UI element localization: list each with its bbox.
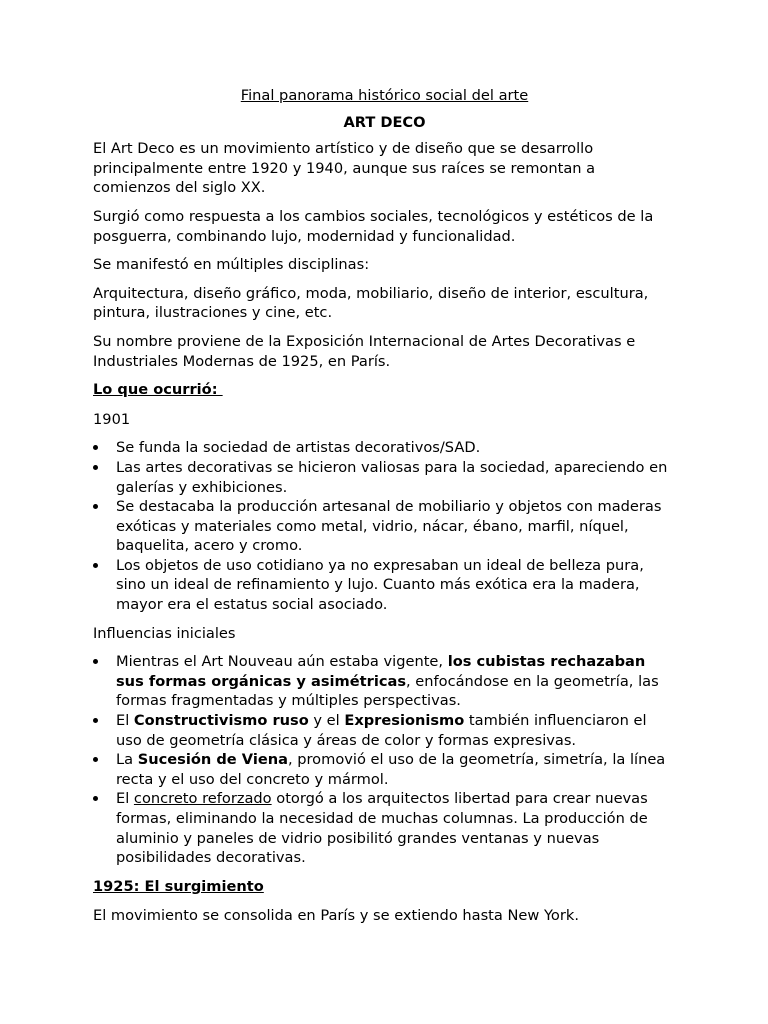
- list-item: Se destacaba la producción artesanal de mobiliario y objetos con maderas exóticas y materiales como metal, vidrio, nácar, ébano, marfil, níquel, baquelita, acero y cromo.: [93, 497, 676, 556]
- list-item: [93, 789, 676, 867]
- list-item: [93, 652, 676, 711]
- bold-text: Sucesión de Viena: [137, 751, 288, 769]
- list-item: Se funda la sociedad de artistas decorativos/SAD.: [93, 438, 676, 458]
- bold-text: los cubistas rechazaban sus formas orgánicas y asimétricas: [116, 653, 646, 690]
- list-item: [93, 711, 676, 750]
- text-run: El: [116, 790, 134, 808]
- text-run: La: [116, 751, 138, 769]
- text-run: Mientras el Art Nouveau aún estaba vigente,: [116, 653, 448, 671]
- section-heading-influencias: Influencias iniciales: [93, 624, 236, 642]
- list-item: [93, 750, 676, 789]
- text-run: , enfocándose en la geometría, las formas fragmentadas y múltiples perspectivas.: [116, 672, 659, 710]
- section-heading-surgimiento: 1925: El surgimiento: [93, 877, 264, 895]
- bullet-list-1901: [93, 438, 676, 614]
- intro-paragraph-2: Surgió como respuesta a los cambios sociales, tecnológicos y estéticos de la posguerra, combinando lujo, modernidad y funcionalidad.: [93, 207, 654, 245]
- bullet-list-influencias: [93, 652, 676, 868]
- list-item: Los objetos de uso cotidiano ya no expresaban un ideal de belleza pura, sino un ideal de refinamiento y lujo. Cuanto más exótica era la madera, mayor era el estatus social asociado.: [93, 556, 676, 615]
- main-heading: ART DECO: [343, 113, 426, 131]
- intro-paragraph-1: El Art Deco es un movimiento artístico y de diseño que se desarrollo principalmente entre 1920 y 1940, aunque sus raíces se remontan a comienzos del siglo XX.: [93, 140, 596, 197]
- text-run: , promovió el uso de la geometría, simetría, la línea recta y el uso del concreto y mármol.: [116, 751, 666, 788]
- intro-paragraph-4: Arquitectura, diseño gráfico, moda, mobiliario, diseño de interior, escultura, pintura, ilustraciones y cine, etc.: [93, 284, 649, 322]
- text-run: y el: [308, 712, 345, 730]
- section-paragraph: El movimiento se consolida en París y se extiendo hasta New York.: [93, 907, 579, 925]
- intro-paragraph-5: Su nombre proviene de la Exposición Internacional de Artes Decorativas e Industriales Modernas de 1925, en París.: [93, 332, 636, 370]
- text-run: también influenciaron el uso de geometría clásica y áreas de color y formas expresivas.: [116, 712, 647, 749]
- bold-text: Constructivismo ruso: [133, 712, 309, 730]
- bold-text: Expresionismo: [344, 712, 465, 730]
- section-heading-lo-que-ocurrio: Lo que ocurrió:: [93, 381, 223, 399]
- underlined-text: concreto reforzado: [133, 790, 272, 808]
- year-label: 1901: [93, 410, 131, 428]
- intro-paragraph-3: Se manifestó en múltiples disciplinas:: [93, 256, 370, 274]
- list-item: Las artes decorativas se hicieron valiosas para la sociedad, apareciendo en galerías y exhibiciones.: [93, 458, 676, 497]
- text-run: El: [116, 712, 134, 730]
- text-run: otorgó a los arquitectos libertad para crear nuevas formas, eliminando la necesidad de muchas columnas. La producción de aluminio y paneles de vidrio posibilitó grandes ventanas y nuevas posibilidades decorativas.: [116, 790, 648, 867]
- document-title: Final panorama histórico social del arte: [240, 87, 529, 104]
